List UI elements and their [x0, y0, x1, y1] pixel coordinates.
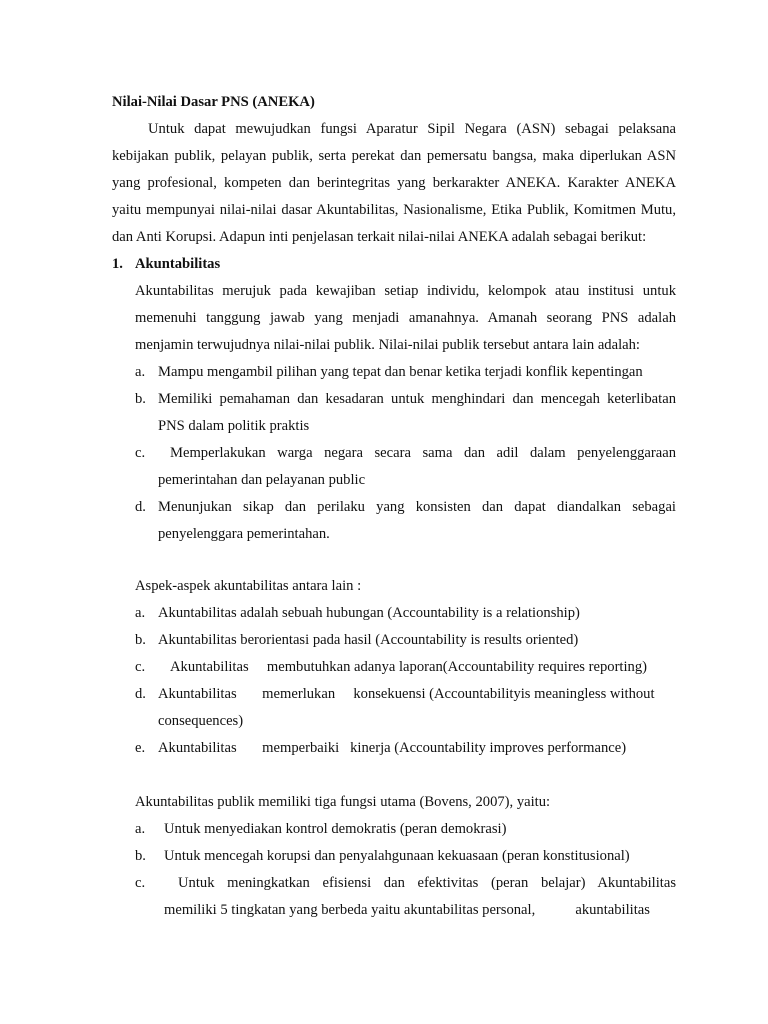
list-label: e.: [135, 740, 146, 756]
list-text: Untuk mencegah korupsi dan penyalahgunaan kekuasaan (peran konstitusional): [164, 848, 630, 864]
list-label: b.: [135, 391, 146, 407]
intro-line: dan Anti Korupsi. Adapun inti penjelasan terkait nilai-nilai ANEKA adalah sebagai berikut:: [112, 229, 647, 245]
list-label: c.: [135, 659, 146, 675]
list-label: b.: [135, 848, 146, 864]
list-label: c.: [135, 875, 146, 891]
list-text: Akuntabilitas membutuhkan adanya laporan(Accountability requires reporting): [170, 659, 647, 675]
list-label: a.: [135, 821, 146, 837]
section-number: 1.: [112, 256, 123, 272]
paragraph-line: menjamin terwujudnya nilai-nilai publik. Nilai-nilai publik tersebut antara lain adalah:: [135, 337, 640, 353]
list-text: Akuntabilitas memerlukan konsekuensi (Accountabilityis meaningless without: [158, 686, 655, 702]
list-text: pemerintahan dan pelayanan public: [158, 472, 366, 488]
list-text: Memiliki pemahaman dan kesadaran untuk menghindari dan mencegah keterlibatan: [158, 391, 676, 407]
list-text: penyelenggara pemerintahan.: [158, 526, 330, 542]
list-label: b.: [135, 632, 146, 648]
list-text: Menunjukan sikap dan perilaku yang konsisten dan dapat diandalkan sebagai: [158, 499, 676, 515]
paragraph-line: Akuntabilitas merujuk pada kewajiban setiap individu, kelompok atau institusi untuk: [135, 283, 676, 299]
list-text: Akuntabilitas memperbaiki kinerja (Accountability improves performance): [158, 740, 627, 756]
list-text: Akuntabilitas berorientasi pada hasil (Accountability is results oriented): [158, 632, 579, 648]
list-text: Memperlakukan warga negara secara sama dan adil dalam penyelenggaraan: [170, 445, 676, 461]
paragraph-line: memenuhi tanggung jawab yang menjadi amanahnya. Amanah seorang PNS adalah: [135, 310, 676, 326]
list-text: Untuk meningkatkan efisiensi dan efektivitas (peran belajar) Akuntabilitas: [178, 875, 676, 891]
list-text: Mampu mengambil pilihan yang tepat dan benar ketika terjadi konflik kepentingan: [158, 364, 643, 380]
list-label: a.: [135, 605, 146, 621]
intro-line: Untuk dapat mewujudkan fungsi Aparatur Sipil Negara (ASN) sebagai pelaksana: [148, 121, 676, 137]
intro-line: yang profesional, kompeten dan berintegritas yang berkarakter ANEKA. Karakter ANEKA: [112, 175, 676, 191]
section-title: Akuntabilitas: [135, 256, 221, 272]
list-label: c.: [135, 445, 146, 461]
list-text: Untuk menyediakan kontrol demokratis (peran demokrasi): [164, 821, 507, 837]
list-text: Akuntabilitas adalah sebuah hubungan (Accountability is a relationship): [158, 605, 580, 621]
list-label: d.: [135, 499, 146, 515]
intro-line: kebijakan publik, pelayan publik, serta perekat dan pemersatu bangsa, maka diperlukan ASN: [112, 148, 676, 164]
list-text: PNS dalam politik praktis: [158, 418, 310, 434]
intro-line: yaitu mempunyai nilai-nilai dasar Akuntabilitas, Nasionalisme, Etika Publik, Komitmen Mutu,: [112, 202, 676, 218]
aspects-intro: Aspek-aspek akuntabilitas antara lain :: [135, 578, 362, 594]
list-text: consequences): [158, 713, 244, 729]
functions-intro: Akuntabilitas publik memiliki tiga fungsi utama (Bovens, 2007), yaitu:: [135, 794, 551, 810]
list-text: memiliki 5 tingkatan yang berbeda yaitu akuntabilitas personal, akuntabilitas: [164, 902, 650, 918]
document-title: Nilai-Nilai Dasar PNS (ANEKA): [112, 94, 315, 110]
list-label: a.: [135, 364, 146, 380]
list-label: d.: [135, 686, 146, 702]
